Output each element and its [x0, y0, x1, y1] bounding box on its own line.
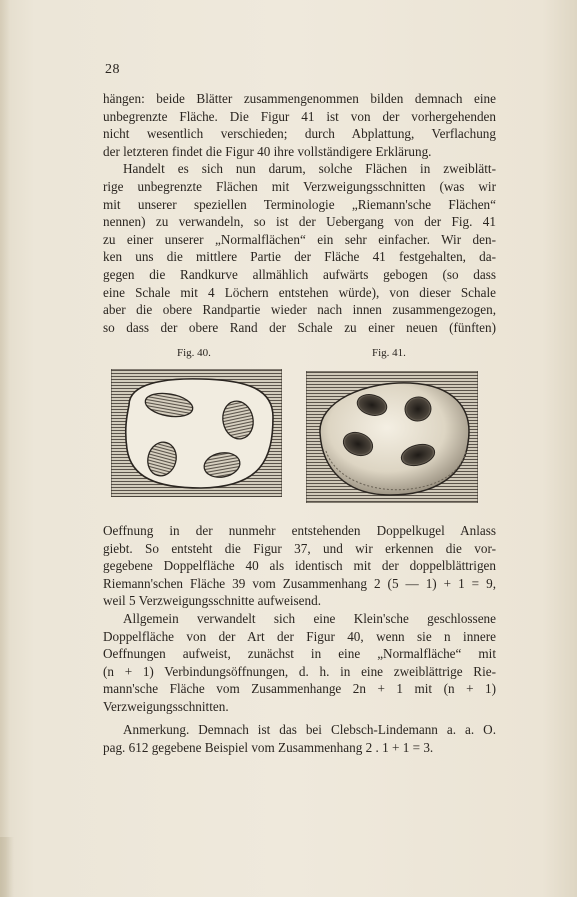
text-line: Doppelfläche von der Art der Figur 40, wenn sie n innere: [103, 628, 496, 644]
text-line: Allgemein verwandelt sich eine Klein'sche geschlossene: [123, 610, 496, 626]
page-edge-shadow: [0, 0, 10, 897]
text-line: ken uns die mittlere Partie der Fläche 41 festgehalten, da-: [103, 249, 496, 265]
text-line: gegen die Randkurve allmählich aufwärts gebogen (so dass: [103, 266, 496, 282]
text-line: pag. 612 gegebene Beispiel vom Zusammenhang 2 . 1 + 1 = 3.: [103, 739, 434, 755]
page-corner-shadow: [0, 837, 14, 897]
text-line: Riemann'schen Fläche 39 vom Zusammenhang 2 (5 — 1) + 1 = 9,: [103, 575, 496, 591]
text-line: aber die obere Randpartie wieder nach innen zusammengezogen,: [103, 302, 496, 318]
figure-41-illustration: [306, 371, 478, 503]
text-line: weil 5 Verzweigungsschnitte aufweisend.: [103, 593, 322, 609]
text-line: giebt. So entsteht die Figur 37, und wir erkennen die vor-: [103, 540, 496, 556]
text-line: so dass der obere Rand der Schale zu einer neuen (fünften): [103, 319, 496, 335]
text-line: nicht wesentlich verschieden; durch Abplattung, Verflachung: [103, 126, 496, 142]
text-line: Oeffnung in der nunmehr entstehenden Doppelkugel Anlass: [103, 523, 496, 538]
text-line: Verzweigungsschnitten.: [103, 698, 229, 714]
paragraph-block-top: [103, 90, 496, 336]
text-line: Anmerkung. Demnach ist das bei Clebsch-Lindemann a. a. O.: [123, 722, 496, 737]
text-line: unbegrenzte Fläche. Die Figur 41 ist von der vorhergehenden: [103, 108, 496, 124]
text-line: gegebene Doppelfläche 40 als identisch mit der doppelblättrigen: [103, 558, 496, 574]
page-number: 28: [105, 62, 120, 77]
text-line: mann'sche Fläche vom Zusammenhange 2n + 1 mit (n + 1): [103, 681, 496, 697]
text-line: rige unbegrenzte Flächen mit Verzweigungsschnitten (was wir: [103, 178, 496, 194]
figure-40-illustration: [111, 369, 282, 497]
text-line: zu einer unserer „Normalflächen“ ein sehr einfacher. Wir den-: [103, 231, 496, 247]
text-line: mit unserer speziellen Terminologie „Riemann'sche Flächen“: [103, 196, 496, 212]
text-line: Oeffnungen aufweist, zunächst in eine „Normalfläche“ mit: [103, 646, 496, 662]
text-line: (n + 1) Verbindungsöffnungen, d. h. in eine zweiblättrige Rie-: [103, 663, 496, 679]
paragraph-block-bottom: [103, 522, 496, 716]
footnote-remark: [103, 721, 496, 756]
text-line: hängen: beide Blätter zusammengenommen bilden demnach eine: [103, 91, 496, 106]
text-line: der letzteren findet die Figur 40 ihre vollständigere Erklärung.: [103, 143, 432, 159]
figure-41-caption: Fig. 41.: [372, 347, 406, 359]
text-line: nennen) zu verwandeln, so ist der Uebergang von der Fig. 41: [103, 214, 496, 230]
figure-40-caption: Fig. 40.: [177, 347, 211, 359]
text-line: Handelt es sich nun darum, solche Flächen in zweiblätt-: [123, 161, 496, 177]
text-line: eine Schale mit 4 Löchern entstehen würde), von dieser Schale: [103, 284, 496, 300]
